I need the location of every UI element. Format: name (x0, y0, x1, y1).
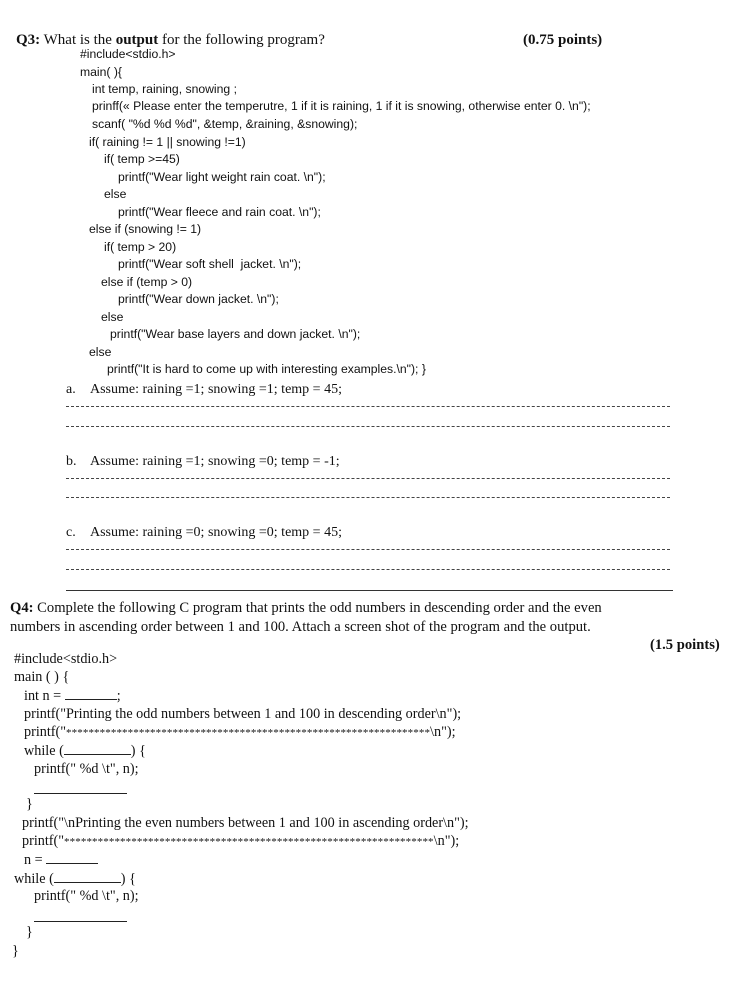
q3-part-c-letter: c. (66, 525, 76, 540)
int-n-text: int n = (24, 688, 62, 704)
q3-code-line: printf("Wear soft shell jacket. \n"); (118, 257, 302, 271)
separator-line (66, 590, 673, 591)
q3-code-line: else (104, 187, 127, 201)
q4-code-stars1 (24, 725, 456, 739)
q4-code-stars2 (22, 834, 459, 848)
q3-part-b-text: Assume: raining =1; snowing =0; temp = -1; (90, 454, 340, 469)
stars-row: ***************************************************************** (66, 727, 431, 739)
q3-code-line: else (101, 310, 124, 324)
q4-code-printf-d: printf(" %d \t", n); (34, 761, 139, 777)
q4-code-printf-d2: printf(" %d \t", n); (34, 888, 139, 904)
q3-label: Q3: (16, 32, 41, 48)
q4-question-line1 (10, 601, 602, 616)
q4-code-printf-even: printf("\nPrinting the even numbers between 1 and 100 in ascending order\n"); (22, 815, 469, 831)
q4-line1-text: Complete the following C program that prints the odd numbers in descending order and the even (33, 600, 602, 616)
while-close: ) { (130, 743, 146, 759)
stars-row: ****************************************************************** (64, 836, 434, 848)
answer-line (66, 426, 670, 427)
q3-code-line: printf("Wear light weight rain coat. \n"); (118, 170, 326, 184)
printf-prefix: printf(" (22, 833, 65, 849)
blank-n-init[interactable] (46, 852, 98, 864)
q4-code-printf-odd: printf("Printing the odd numbers between 1 and 100 in descending order\n"); (24, 706, 462, 722)
q3-part-c-text: Assume: raining =0; snowing =0; temp = 45; (90, 525, 342, 540)
printf-suffix: \n"); (433, 833, 460, 849)
q3-part-a-letter: a. (66, 382, 76, 397)
while-text: while ( (24, 743, 64, 759)
answer-line (66, 497, 670, 498)
q3-part-a-text: Assume: raining =1; snowing =1; temp = 45; (90, 382, 342, 397)
blank-while2-update[interactable] (34, 921, 127, 922)
q4-code-close1: } (26, 796, 33, 812)
q4-question-line2: numbers in ascending order between 1 and 100. Attach a screen shot of the program and the output. (10, 619, 591, 635)
q3-prompt-post: for the following program? (158, 32, 325, 48)
q4-code-n-eq (24, 852, 98, 867)
q3-code-line: printf("Wear fleece and rain coat. \n"); (118, 205, 321, 219)
q3-code-line: if( temp > 20) (104, 240, 177, 254)
q3-code-line: if( temp >=45) (104, 152, 180, 166)
q4-code-close2: } (26, 924, 33, 940)
q3-code-line: else if (temp > 0) (101, 275, 193, 289)
q3-code-line: else (89, 345, 112, 359)
while-text: while ( (14, 871, 54, 887)
q4-code-include: #include<stdio.h> (14, 651, 118, 667)
answer-line (66, 549, 670, 550)
q3-part-b-letter: b. (66, 454, 77, 469)
q3-code-line: else if (snowing != 1) (89, 222, 202, 236)
q3-code-line: if( raining != 1 || snowing !=1) (89, 135, 246, 149)
answer-line (66, 569, 670, 570)
q3-prompt-pre: What is the (40, 32, 116, 48)
printf-suffix: \n"); (430, 724, 456, 740)
q4-code-main: main ( ) { (14, 669, 70, 685)
q4-code-while2 (14, 871, 136, 886)
q3-code-line: prinff(« Please enter the temperutre, 1 if it is raining, 1 if it is snowing, otherwise enter 0. \n"); (92, 99, 591, 113)
blank-while1-condition[interactable] (64, 743, 131, 755)
n-eq-text: n = (24, 852, 43, 868)
printf-prefix: printf(" (24, 724, 67, 740)
q3-question (16, 33, 325, 48)
q4-code-int-n (24, 688, 121, 703)
blank-while2-condition[interactable] (54, 871, 121, 883)
semicolon: ; (116, 688, 121, 704)
q3-code-line: int temp, raining, snowing ; (92, 82, 237, 96)
q3-points: (0.75 points) (523, 32, 603, 48)
q4-code-close-main: } (12, 943, 19, 959)
q4-code-while1 (24, 743, 146, 758)
q3-prompt-bold: output (115, 32, 159, 48)
q3-code-line: printf("Wear base layers and down jacket. \n"); (110, 327, 361, 341)
while-close: ) { (120, 871, 136, 887)
q3-code-line: printf("Wear down jacket. \n"); (118, 292, 279, 306)
q3-code-line: scanf( "%d %d %d", &temp, &raining, &snowing); (92, 117, 358, 131)
q3-code-line: printf("It is hard to come up with interesting examples.\n"); } (107, 362, 426, 376)
answer-line (66, 406, 670, 407)
blank-int-n[interactable] (65, 688, 117, 700)
q3-code-line: #include<stdio.h> (80, 47, 176, 61)
blank-while1-update[interactable] (34, 793, 127, 794)
q3-code-line: main( ){ (80, 65, 122, 79)
q4-points: (1.5 points) (650, 637, 720, 653)
q4-label: Q4: (10, 600, 34, 616)
answer-line (66, 478, 670, 479)
